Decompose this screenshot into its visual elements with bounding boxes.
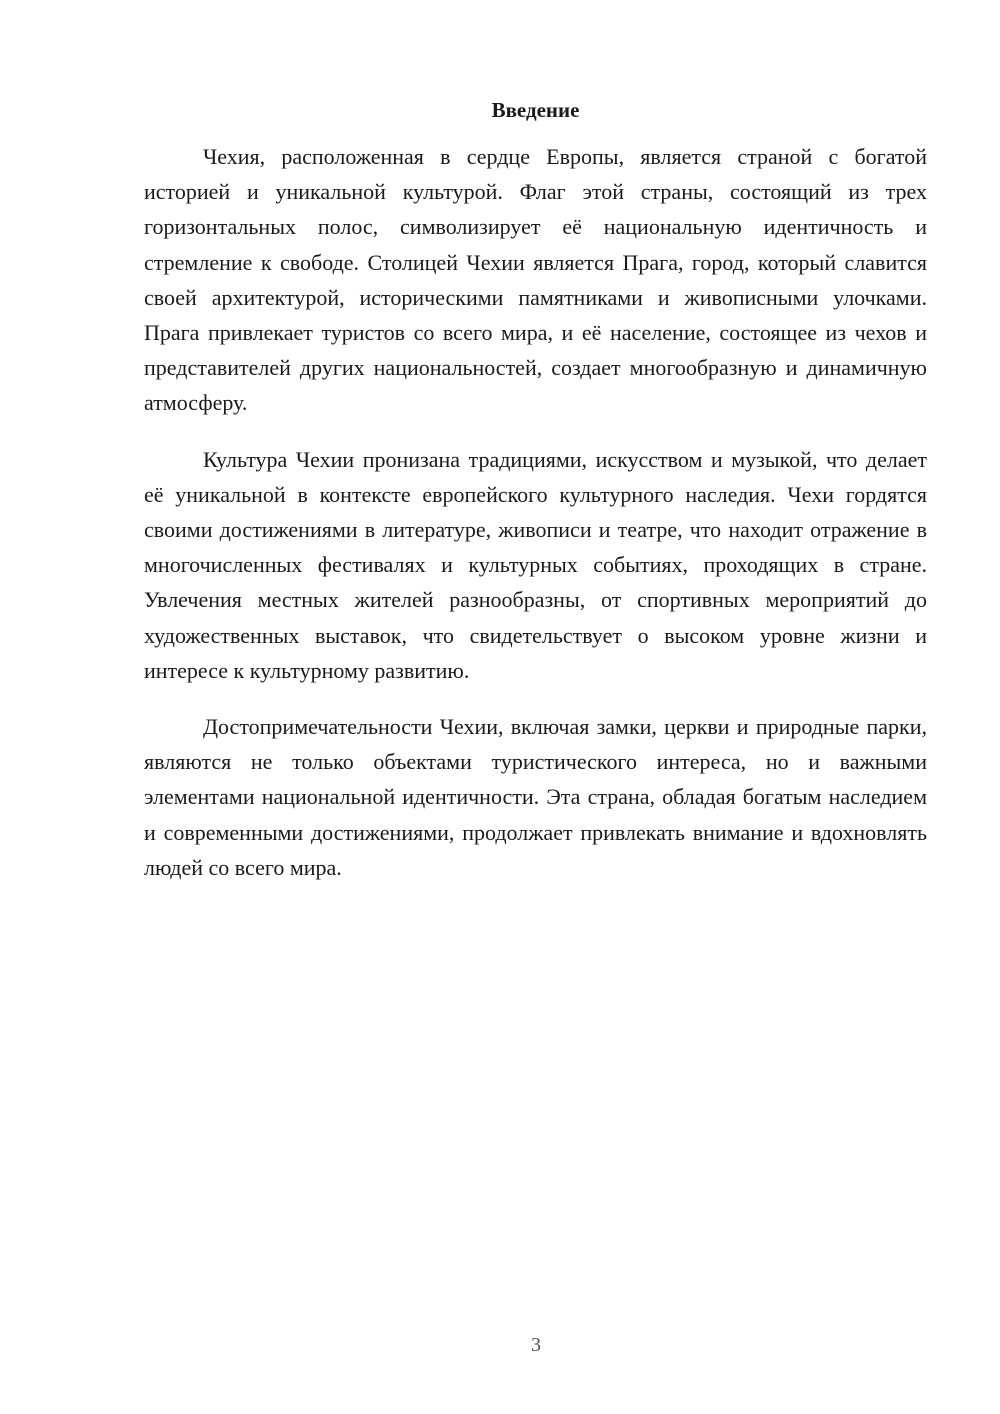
document-page [144, 95, 927, 906]
page-number: 3 [531, 1334, 541, 1356]
document-title: Введение [491, 98, 580, 122]
paragraph-intro: Чехия, расположенная в сердце Европы, является страной с богатой историей и уникальной культурой. Флаг этой страны, состоящий из трех горизонтальных полос, символизирует её национальную идентичность и стремление к свободе. Столицей Чехии является Прага, город, который славится своей архитектурой, историческими памятниками и живописными улочками. Прага привлекает туристов со всего мира, и её население, состоящее из чехов и представителей других национальностей, создает многообразную и динамичную атмосферу. [144, 144, 927, 416]
paragraph-landmarks: Достопримечательности Чехии, включая замки, церкви и природные парки, являются не только объектами туристического интереса, но и важными элементами национальной идентичности. Эта страна, обладая богатым наследием и современными достижениями, продолжает привлекать внимание и вдохновлять людей со всего мира. [144, 714, 927, 880]
paragraph-culture: Культура Чехии пронизана традициями, искусством и музыкой, что делает её уникальной в контексте европейского культурного наследия. Чехи гордятся своими достижениями в литературе, живописи и театре, что находит отражение в многочисленных фестивалях и культурных событиях, проходящих в стране. Увлечения местных жителей разнообразны, от спортивных мероприятий до художественных выставок, что свидетельствует о высоком уровне жизни и интересе к культурному развитию. [144, 446, 927, 683]
